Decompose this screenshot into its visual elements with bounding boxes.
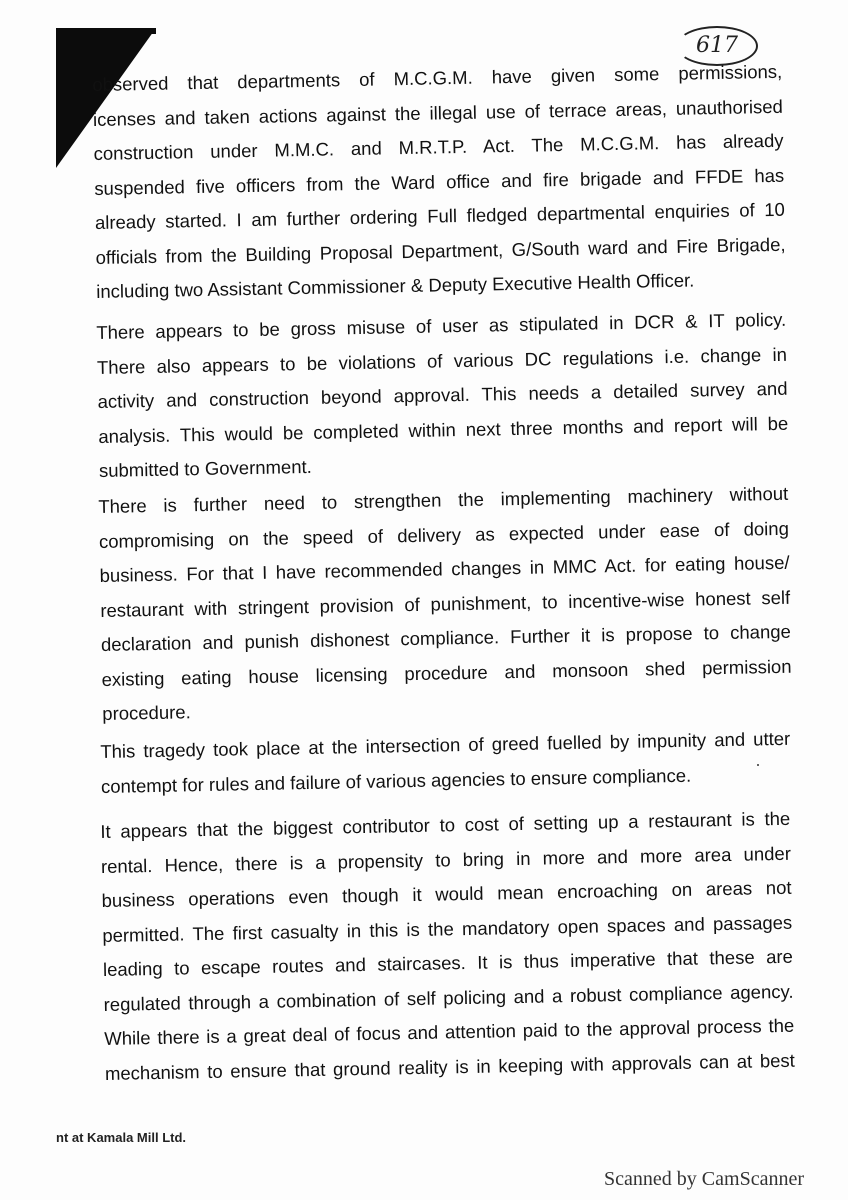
paragraph-line: business operations even though it would mean encroaching on areas not: [101, 876, 792, 911]
paragraph-line: leading to escape routes and staircases. It is thus imperative that these are: [102, 945, 794, 980]
paragraph-line: There appears to be gross misuse of user as stipulated in DCR & IT policy.: [96, 308, 787, 343]
paragraph-line: There also appears to be violations of various DC regulations i.e. change in: [96, 343, 788, 378]
scanner-watermark: Scanned by CamScanner: [604, 1168, 804, 1190]
paragraph-misuse: [96, 303, 789, 489]
paragraph-line: This tragedy took place at the intersection of greed fuelled by impunity and utter: [100, 727, 791, 762]
paragraph-line: declaration and punish dishonest compliance. Further it is propose to change: [100, 620, 792, 655]
paragraph-line: permitted. The first casualty in this is the mandatory open spaces and passages: [102, 911, 793, 946]
paragraph-line: contempt for rules and failure of various agencies to ensure compliance.: [100, 764, 692, 797]
paragraph-line: It appears that the biggest contributor to cost of setting up a restaurant is the: [100, 807, 791, 842]
paragraph-observations: [92, 55, 787, 310]
paragraph-line: There is further need to strengthen the implementing machinery without: [98, 482, 789, 517]
paragraph-line: business. For that I have recommended changes in MMC Act. for eating house/: [99, 551, 790, 586]
paragraph-line: icenses and taken actions against the illegal use of terrace areas, unauthorised: [92, 95, 784, 130]
paragraph-tragedy: [100, 722, 791, 804]
scan-speck: [757, 764, 759, 766]
paragraph-line: activity and construction beyond approval. This needs a detailed survey and: [97, 377, 788, 412]
paragraph-line: compromising on the speed of delivery as expected under ease of doing: [98, 517, 790, 552]
page-footer: nt at Kamala Mill Ltd.: [56, 1130, 187, 1145]
paragraph-line: restaurant with stringent provision of punishment, to incentive-wise honest self: [100, 586, 791, 621]
paragraph-line: officials from the Building Proposal Department, G/South ward and Fire Brigade,: [95, 233, 786, 268]
paragraph-line: suspended five officers from the Ward office and fire brigade and FFDE has: [94, 164, 785, 199]
paragraph-line: already started. I am further ordering Full fledged departmental enquiries of 10: [94, 198, 786, 233]
paragraph-line: procedure.: [102, 701, 191, 724]
paragraph-line: submitted to Government.: [98, 455, 312, 481]
paragraph-line: While there is a great deal of focus and attention paid to the approval process the: [104, 1014, 795, 1049]
paragraph-line: regulated through a combination of self policing and a robust compliance agency.: [103, 980, 794, 1015]
paragraph-line: rental. Hence, there is a propensity to bring in more and more area under: [100, 842, 792, 877]
paragraph-machinery: [98, 477, 793, 732]
paragraph-line: existing eating house licensing procedure and monsoon shed permission: [101, 655, 792, 690]
handwritten-page-number: 617: [676, 26, 758, 66]
paragraph-rental: [100, 802, 795, 1091]
folded-corner-edge: [56, 28, 156, 34]
paragraph-line: analysis. This would be completed within next three months and report will be: [98, 412, 789, 447]
paragraph-line: construction under M.M.C. and M.R.T.P. Act. The M.C.G.M. has already: [93, 129, 784, 164]
paragraph-line: mechanism to ensure that ground reality is in keeping with approvals can at best: [104, 1049, 796, 1084]
paragraph-line: observed that departments of M.C.G.M. have given some permissions,: [92, 60, 783, 95]
paragraph-line: including two Assistant Commissioner & Deputy Executive Health Officer.: [96, 269, 695, 302]
